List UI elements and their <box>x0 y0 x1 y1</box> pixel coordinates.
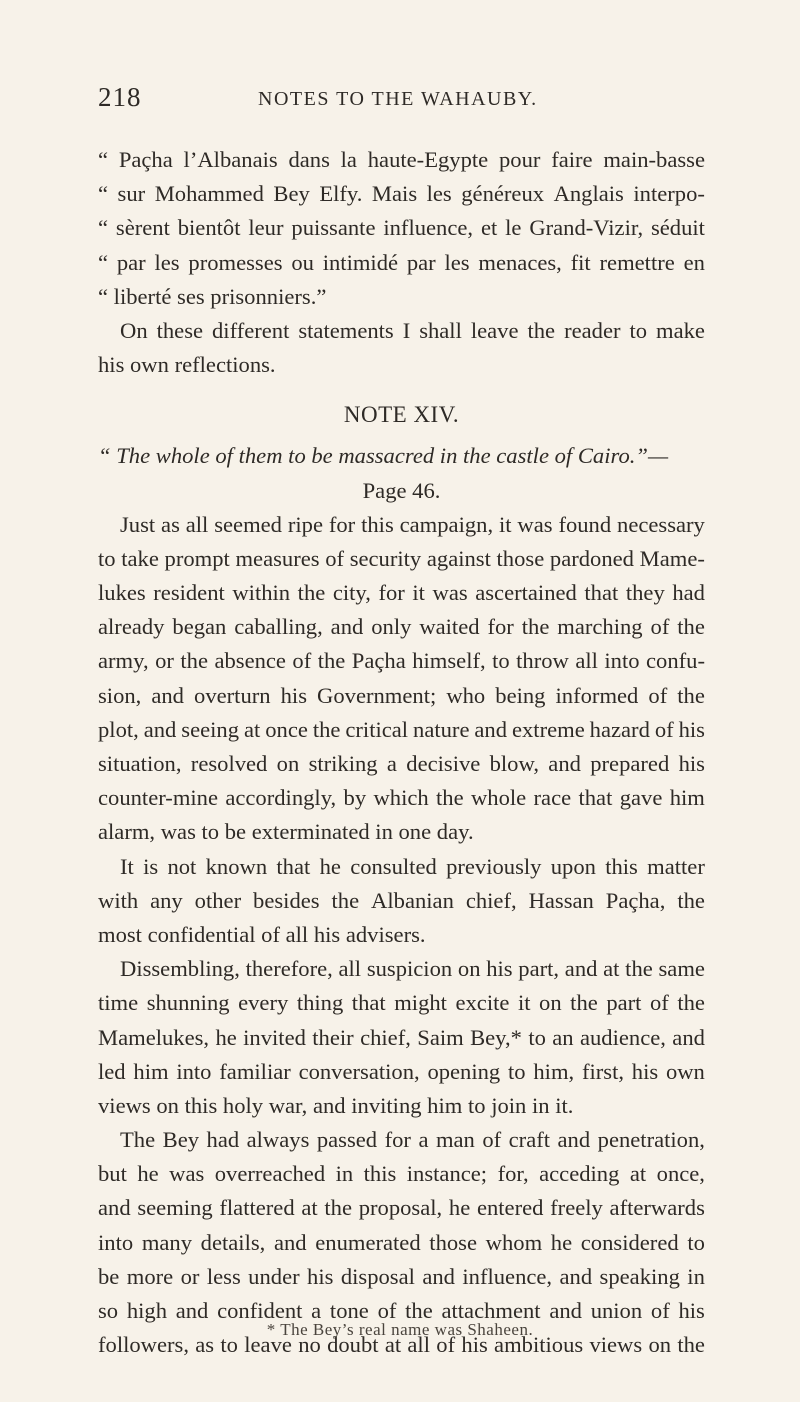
text-line: followers, as to leave no doubt at all of his ambitious views on the <box>98 1332 705 1358</box>
text-line: to take prompt measures of security against those pardoned Mame- <box>98 545 705 571</box>
text-line: situation, resolved on striking a decisive blow, and prepared his <box>98 751 705 776</box>
text-line: time shunning every thing that might excite it on the part of the <box>98 990 705 1016</box>
text-line: already began caballing, and only waited for the marching of the <box>98 614 705 640</box>
french-quote-block <box>98 143 705 314</box>
text-line: into many details, and enumerated those whom he considered to <box>98 1229 705 1255</box>
epigraph-line: “ The whole of them to be massacred in the castle of Cairo.”— <box>98 443 669 469</box>
text-line: Just as all seemed ripe for this campaign, it was found necessary <box>120 511 705 537</box>
paragraph-3 <box>98 952 705 1123</box>
text-line: sion, and overturn his Government; who being informed of the <box>98 682 705 708</box>
epigraph <box>98 439 705 507</box>
page-header <box>98 82 702 122</box>
epigraph-page-ref: Page 46. <box>362 477 441 503</box>
text-line: with any other besides the Albanian chief, Hassan Paçha, the <box>98 887 705 913</box>
note-heading: NOTE XIV. <box>343 402 460 428</box>
text-line: and seeming flattered at the proposal, he entered freely afterwards <box>98 1195 705 1221</box>
text-line: Mamelukes, he invited their chief, Saim Bey,* to an audience, and <box>98 1024 705 1050</box>
quote-line: “ Paçha l’Albanais dans la haute-Egypte pour faire main-basse <box>98 147 705 172</box>
text-line: alarm, was to be exterminated in one day. <box>98 819 474 845</box>
closing-paragraph <box>98 314 705 382</box>
text-line: army, or the absence of the Paçha himself, to throw all into confu- <box>98 648 705 674</box>
paragraph-2 <box>98 850 705 953</box>
text-line: his own reflections. <box>98 352 276 378</box>
text-line: On these different statements I shall leave the reader to make <box>120 317 705 343</box>
text-line: Dissembling, therefore, all suspicion on his part, and at the same <box>120 956 705 982</box>
quote-line: “ sèrent bientôt leur puissante influence, et le Grand-Vizir, séduit <box>98 215 705 241</box>
running-title: NOTES TO THE WAHAUBY. <box>258 88 538 110</box>
text-line: The Bey had always passed for a man of craft and penetration, <box>120 1127 705 1153</box>
text-line: It is not known that he consulted previously upon this matter <box>120 853 705 879</box>
text-line: counter-mine accordingly, by which the whole race that gave him <box>98 785 705 811</box>
text-line: be more or less under his disposal and influence, and speaking in <box>98 1263 705 1289</box>
text-line: led him into familiar conversation, opening to him, first, his own <box>98 1058 705 1084</box>
text-line: most confidential of all his advisers. <box>98 921 426 947</box>
text-line: but he was overreached in this instance; for, acceding at once, <box>98 1161 705 1187</box>
quote-line: “ liberté ses prisonniers.” <box>98 283 327 309</box>
text-line: views on this holy war, and inviting him to join in it. <box>98 1092 574 1118</box>
page-number: 218 <box>98 82 142 112</box>
text-line: plot, and seeing at once the critical nature and extreme hazard of his <box>98 716 705 742</box>
page-body <box>98 143 705 1362</box>
quote-line: “ sur Mohammed Bey Elfy. Mais les généreux Anglais interpo- <box>98 181 705 207</box>
quote-line: “ par les promesses ou intimidé par les menaces, fit remettre en <box>98 249 705 275</box>
footnote: * The Bey’s real name was Shaheen. <box>266 1320 534 1339</box>
text-line: so high and confident a tone of the attachment and union of his <box>98 1298 705 1323</box>
paragraph-1 <box>98 508 705 850</box>
text-line: lukes resident within the city, for it was ascertained that they had <box>98 580 705 606</box>
